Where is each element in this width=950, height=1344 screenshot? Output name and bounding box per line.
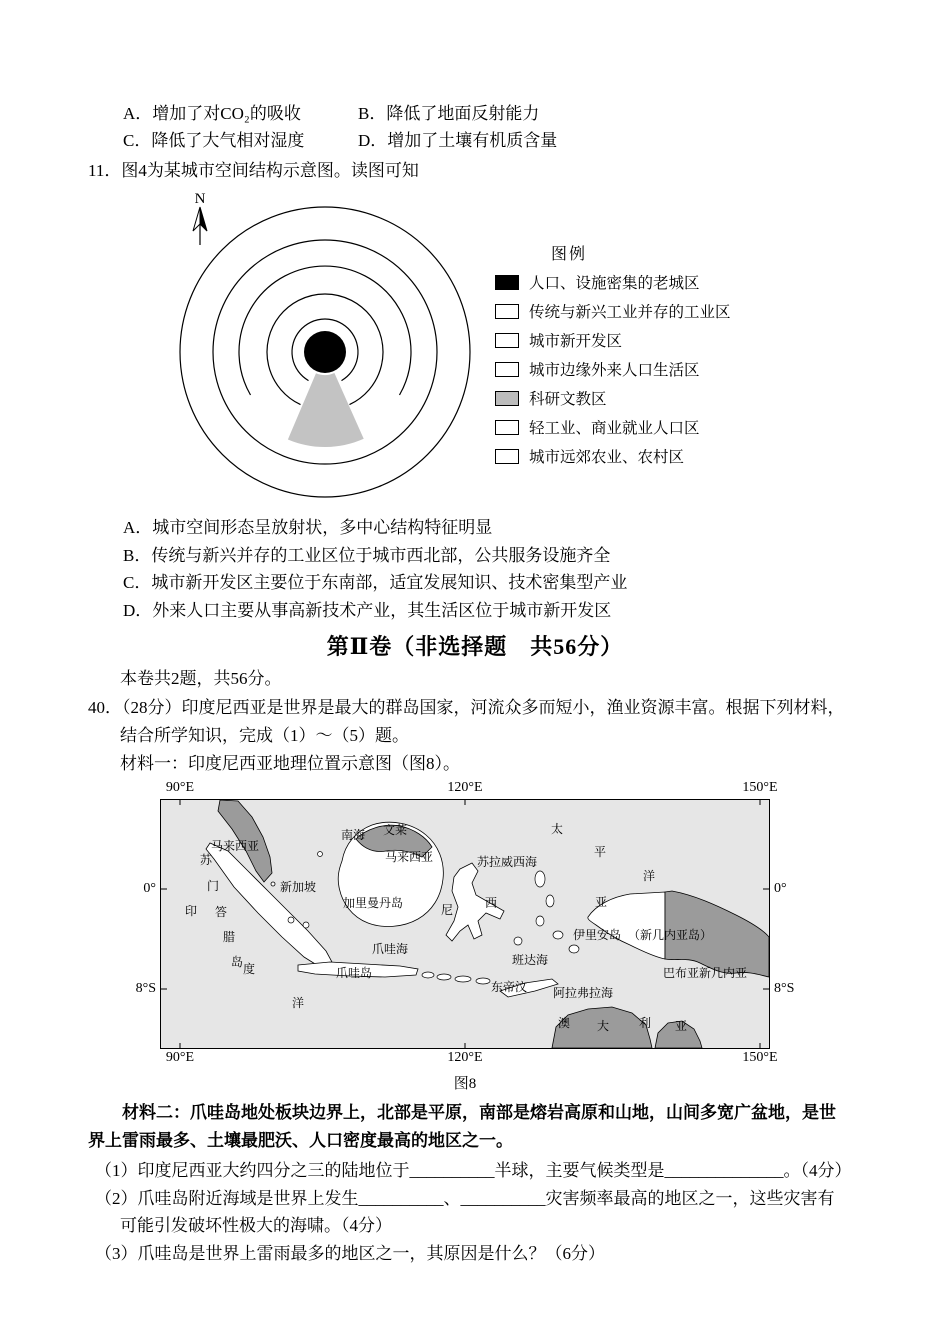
- sub-question: （1）印度尼西亚大约四分之三的陆地位于__________半球，主要气候类型是______________。（4分）: [95, 1161, 852, 1180]
- map-place-label: 尼: [440, 903, 454, 917]
- legend-item: [495, 358, 731, 380]
- legend-label: 城市边缘外来人口生活区: [529, 362, 700, 379]
- map-place-label: 太: [550, 822, 564, 836]
- map-place-label: 阿拉弗拉海: [552, 986, 614, 1000]
- map-place-label: 亚: [594, 895, 608, 909]
- axis-label-bottom: 150°E: [742, 1050, 778, 1065]
- question-11-stem: 11．图4为某城市空间结构示意图。读图可知: [88, 161, 419, 180]
- figure-8-caption: 图8: [453, 1076, 477, 1092]
- section-2-title: 第Ⅱ卷（非选择题 共56分）: [326, 634, 624, 659]
- question-10-options: [123, 100, 823, 154]
- old-city-core: [304, 331, 346, 373]
- material-2: 材料二：爪哇岛地处板块边界上，北部是平原，南部是熔岩高原和山地，山间多宽广盆地，是世界上雷雨最多、土壤最肥沃、人口密度最高的地区之一。: [88, 1103, 836, 1150]
- legend-swatch: [495, 391, 519, 406]
- map-axis-top: [160, 779, 778, 799]
- map-place-label: 西: [484, 896, 498, 910]
- legend-label: 传统与新兴工业并存的工业区: [529, 304, 731, 321]
- option-line: A．城市空间形态呈放射状，多中心结构特征明显: [123, 518, 493, 537]
- sub-question: （3）爪哇岛是世界上雷雨最多的地区之一，其原因是什么？（6分）: [95, 1243, 605, 1263]
- island-natuna: [318, 852, 323, 857]
- map-place-label: 苏拉威西海: [476, 855, 538, 869]
- legend-item: [495, 416, 731, 438]
- section-2-note: 本卷共2题，共56分。: [120, 669, 282, 688]
- legend-swatch: [495, 420, 519, 435]
- legend-label: 城市远郊农业、农村区: [529, 449, 685, 466]
- map-place-label: 伊里安岛: [572, 928, 622, 942]
- legend-label: 科研文教区: [529, 391, 607, 408]
- map-place-label: 爪哇岛: [335, 966, 373, 980]
- legend-item: [495, 387, 731, 409]
- axis-label-bottom: 90°E: [165, 1050, 195, 1065]
- legend-label: 人口、设施密集的老城区: [529, 275, 700, 292]
- axis-label-left: 8°S: [135, 981, 156, 996]
- map-place-label: 班达海: [511, 953, 549, 967]
- map-place-label: 加里曼丹岛: [342, 896, 404, 910]
- q40-sub-questions: [95, 1157, 852, 1267]
- legend-swatch: [495, 304, 519, 319]
- map-place-label: 南海: [340, 828, 366, 842]
- option-label: C．降低了大气相对湿度: [123, 131, 305, 150]
- axis-label-right: 8°S: [774, 981, 795, 996]
- axis-label-top: 90°E: [165, 780, 195, 795]
- map-place-label: 度: [242, 962, 256, 976]
- legend-label: 轻工业、商业就业人口区: [529, 420, 700, 437]
- legend-item: [495, 271, 731, 293]
- map-place-label: 新加坡: [279, 880, 317, 894]
- research-education-sector: [288, 373, 364, 447]
- city-structure-diagram: [175, 189, 475, 504]
- axis-label-right: 0°: [774, 881, 787, 896]
- question-40-stem: 40．（28分）印度尼西亚是世界是最大的群岛国家，河流众多而短小，渔业资源丰富。根据下列材料，结合所学知识，完成（1）～（5）题。: [88, 698, 845, 745]
- legend: [495, 241, 731, 504]
- legend-item: [495, 300, 731, 322]
- axis-label-top: 120°E: [447, 780, 483, 795]
- map-place-label: 利: [638, 1016, 652, 1030]
- map-place-label: （新几内亚岛）: [627, 928, 713, 942]
- map-place-label: 爪哇海: [371, 942, 409, 956]
- indonesia-map: [160, 799, 770, 1049]
- question-11-options: [123, 514, 950, 624]
- option-label: B．降低了地面反射能力: [358, 104, 540, 123]
- map-place-label: 文莱: [382, 823, 408, 837]
- axis-label-top: 150°E: [742, 780, 778, 795]
- map-place-label: 苏: [199, 853, 213, 867]
- figure-8: [135, 779, 795, 1093]
- map-place-label: 马来西亚: [210, 839, 260, 853]
- north-arrow-icon: [193, 207, 207, 245]
- map-place-label: 腊: [222, 930, 236, 944]
- map-place-label: 洋: [291, 996, 305, 1010]
- north-label: N: [194, 191, 206, 207]
- legend-swatch: [495, 362, 519, 377]
- map-place-label: 亚: [674, 1019, 688, 1033]
- axis-label-bottom: 120°E: [447, 1050, 483, 1065]
- map-place-label: 巴布亚新几内亚: [662, 966, 748, 980]
- legend-title: 图例: [551, 246, 588, 263]
- figure-4: [175, 189, 950, 504]
- legend-items: [495, 271, 731, 467]
- option-line: D．外来人口主要从事高新技术产业，其生活区位于城市新开发区: [123, 600, 612, 620]
- option-line: B．传统与新兴并存的工业区位于城市西北部，公共服务设施齐全: [123, 545, 611, 565]
- island-bangka: [288, 917, 294, 923]
- map-place-label: 澳: [557, 1016, 571, 1030]
- legend-item: [495, 445, 731, 467]
- option-line: C．城市新开发区主要位于东南部，适宜发展知识、技术密集型产业: [123, 573, 628, 592]
- island-singapore: [271, 882, 275, 886]
- map-place-label: 洋: [642, 869, 656, 883]
- legend-item: [495, 329, 731, 351]
- option-label: A．增加了对CO₂的吸收: [123, 104, 301, 123]
- island-belitung: [303, 922, 309, 928]
- legend-label: 城市新开发区: [529, 333, 623, 350]
- map-place-label: 马来西亚: [384, 850, 434, 864]
- map-place-label: 门: [206, 879, 220, 893]
- map-axis-bottom: [160, 1049, 778, 1069]
- legend-swatch: [495, 449, 519, 464]
- option-label: D．增加了土壤有机质含量: [358, 131, 558, 150]
- map-place-label: 平: [593, 845, 607, 859]
- legend-swatch: [495, 275, 519, 290]
- axis-label-left: 0°: [143, 881, 156, 896]
- map-frame: [135, 799, 795, 1049]
- map-place-label: 东帝汶: [490, 980, 528, 994]
- map-place-label: 答: [214, 905, 228, 919]
- map-place-label: 印: [184, 904, 198, 918]
- legend-swatch: [495, 333, 519, 348]
- map-place-label: 大: [596, 1019, 610, 1033]
- map-place-label: 岛: [230, 955, 244, 969]
- sub-question: （2）爪哇岛附近海域是世界上发生__________、__________灾害频率最高的地区之一，这些灾害有可能引发破坏性极大的海啸。（4分）: [95, 1188, 835, 1235]
- material-1: 材料一：印度尼西亚地理位置示意图（图8）。: [120, 754, 460, 773]
